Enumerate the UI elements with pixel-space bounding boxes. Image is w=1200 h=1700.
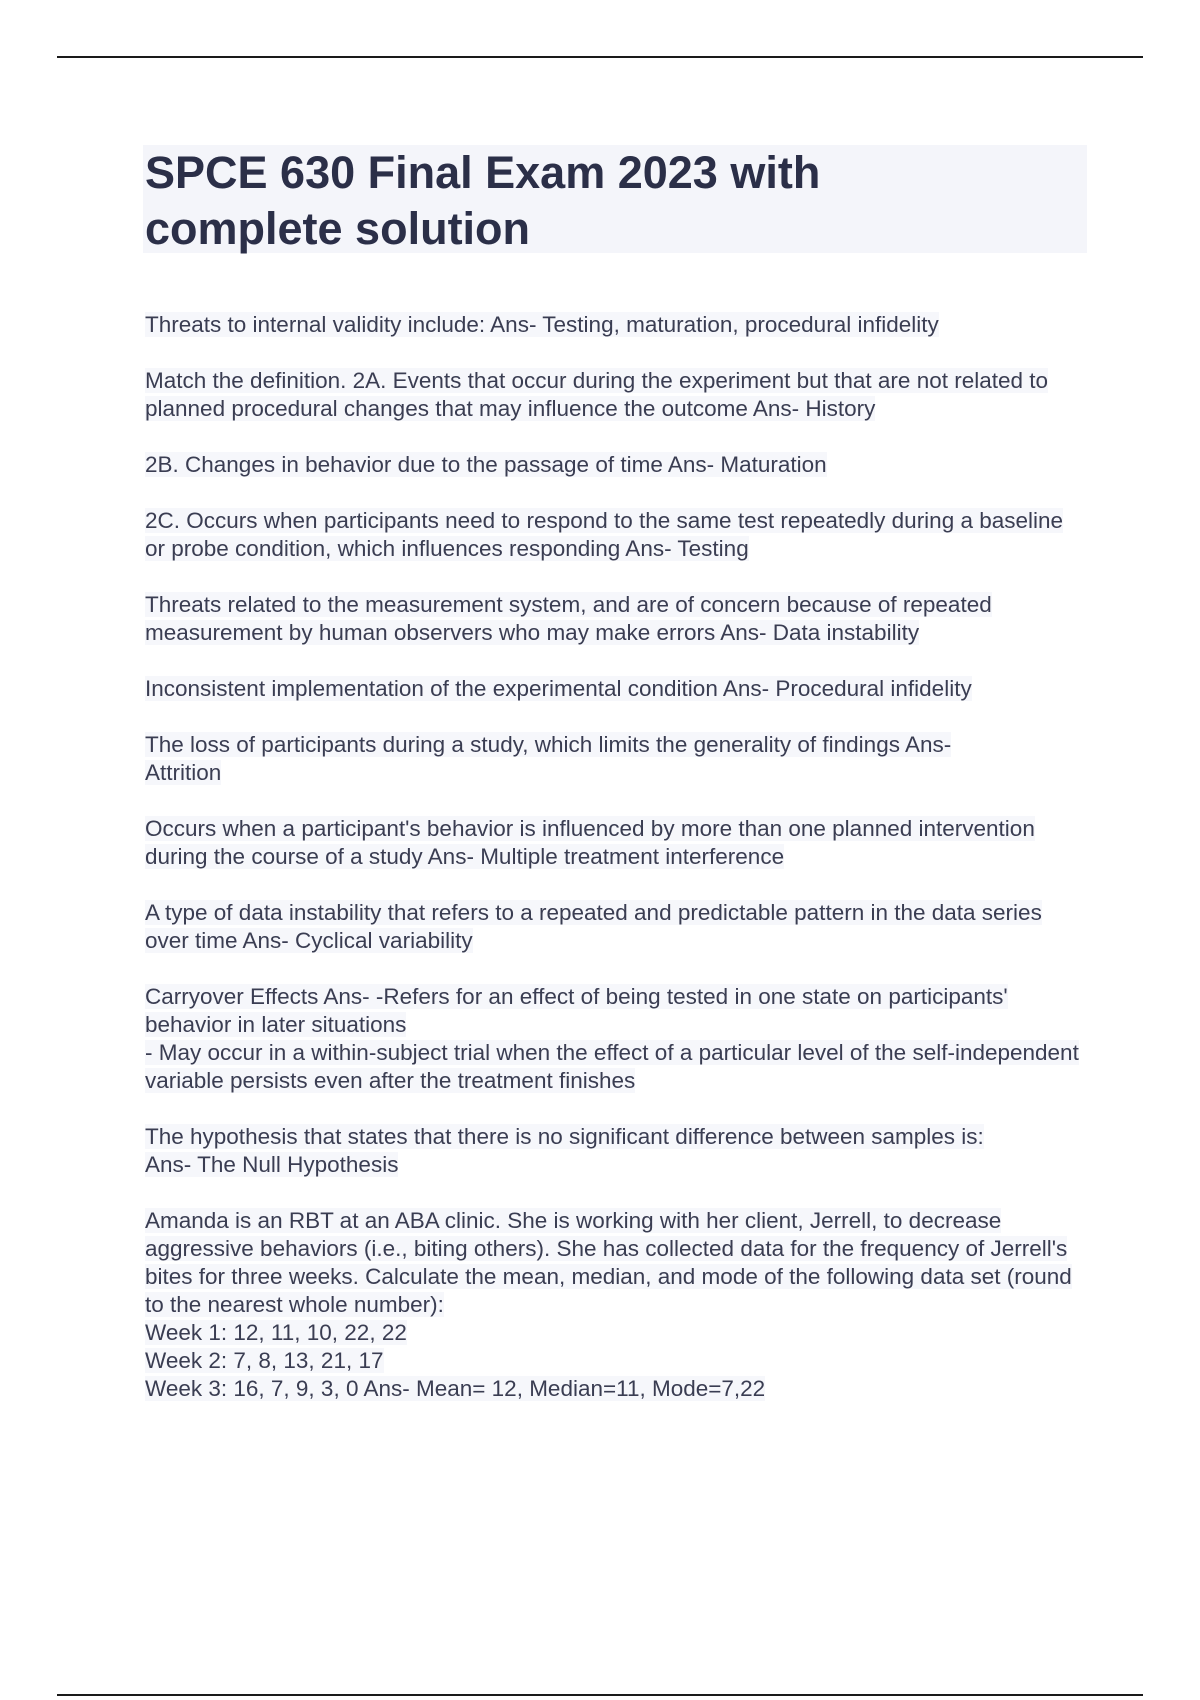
title-line-1: SPCE 630 Final Exam 2023 with <box>145 147 821 198</box>
qa-text: Threats related to the measurement system, and are of concern because of repeated measurement by human observers who may make errors Ans- Data instability <box>145 592 992 645</box>
qa-text: Occurs when a participant's behavior is influenced by more than one planned intervention during the course of a study Ans- Multiple treatment interference <box>145 816 1035 869</box>
title-block <box>143 145 1087 253</box>
qa-text: 2C. Occurs when participants need to respond to the same test repeatedly during a baseline or probe condition, which influences responding Ans- Testing <box>145 508 1064 561</box>
title-line-2: complete solution <box>145 203 531 254</box>
qa-text: Match the definition. 2A. Events that occur during the experiment but that are not related to planned procedural changes that may influence the outcome Ans- History <box>145 368 1049 421</box>
qa-item <box>145 367 1089 423</box>
qa-text: 2B. Changes in behavior due to the passage of time Ans- Maturation <box>145 452 827 477</box>
document-body <box>145 145 1089 1431</box>
qa-item <box>145 591 1089 647</box>
qa-item <box>145 507 1089 563</box>
bottom-rule <box>57 1694 1143 1696</box>
qa-text: Amanda is an RBT at an ABA clinic. She is working with her client, Jerrell, to decrease aggressive behaviors (i.e., biting others). She has collected data for the frequency of Jerrell's bites for three weeks. Calculate the mean, median, and mode of the following data set (round to the nearest whole number): Week 1: 12, 11, 10, 22, 22 Week 2: 7, 8, 13, 21, 17 Week 3: 16, 7, 9, 3, 0 Ans- Mean= 12, Median=11, Mode=7,22 <box>145 1208 1072 1401</box>
qa-item <box>145 311 1089 339</box>
qa-item <box>145 451 1089 479</box>
qa-text: Carryover Effects Ans- -Refers for an effect of being tested in one state on participants' behavior in later situations - May occur in a within-subject trial when the effect of a particular level of the self-independent variable persists even after the treatment finishes <box>145 984 1079 1093</box>
qa-item <box>145 1207 1089 1403</box>
document-title <box>145 145 1083 257</box>
qa-text: Inconsistent implementation of the experimental condition Ans- Procedural infidelity <box>145 676 972 701</box>
qa-item <box>145 983 1089 1095</box>
qa-item <box>145 675 1089 703</box>
qa-item <box>145 731 1089 787</box>
qa-item <box>145 899 1089 955</box>
qa-text: A type of data instability that refers to a repeated and predictable pattern in the data series over time Ans- Cyclical variability <box>145 900 1042 953</box>
qa-text: Threats to internal validity include: Ans- Testing, maturation, procedural infidelity <box>145 312 939 337</box>
qa-text: The loss of participants during a study, which limits the generality of findings Ans- Attrition <box>145 732 952 785</box>
qa-item <box>145 815 1089 871</box>
qa-item <box>145 1123 1089 1179</box>
qa-text: The hypothesis that states that there is no significant difference between samples is: Ans- The Null Hypothesis <box>145 1124 984 1177</box>
qa-list <box>145 311 1089 1403</box>
top-rule <box>57 56 1143 58</box>
